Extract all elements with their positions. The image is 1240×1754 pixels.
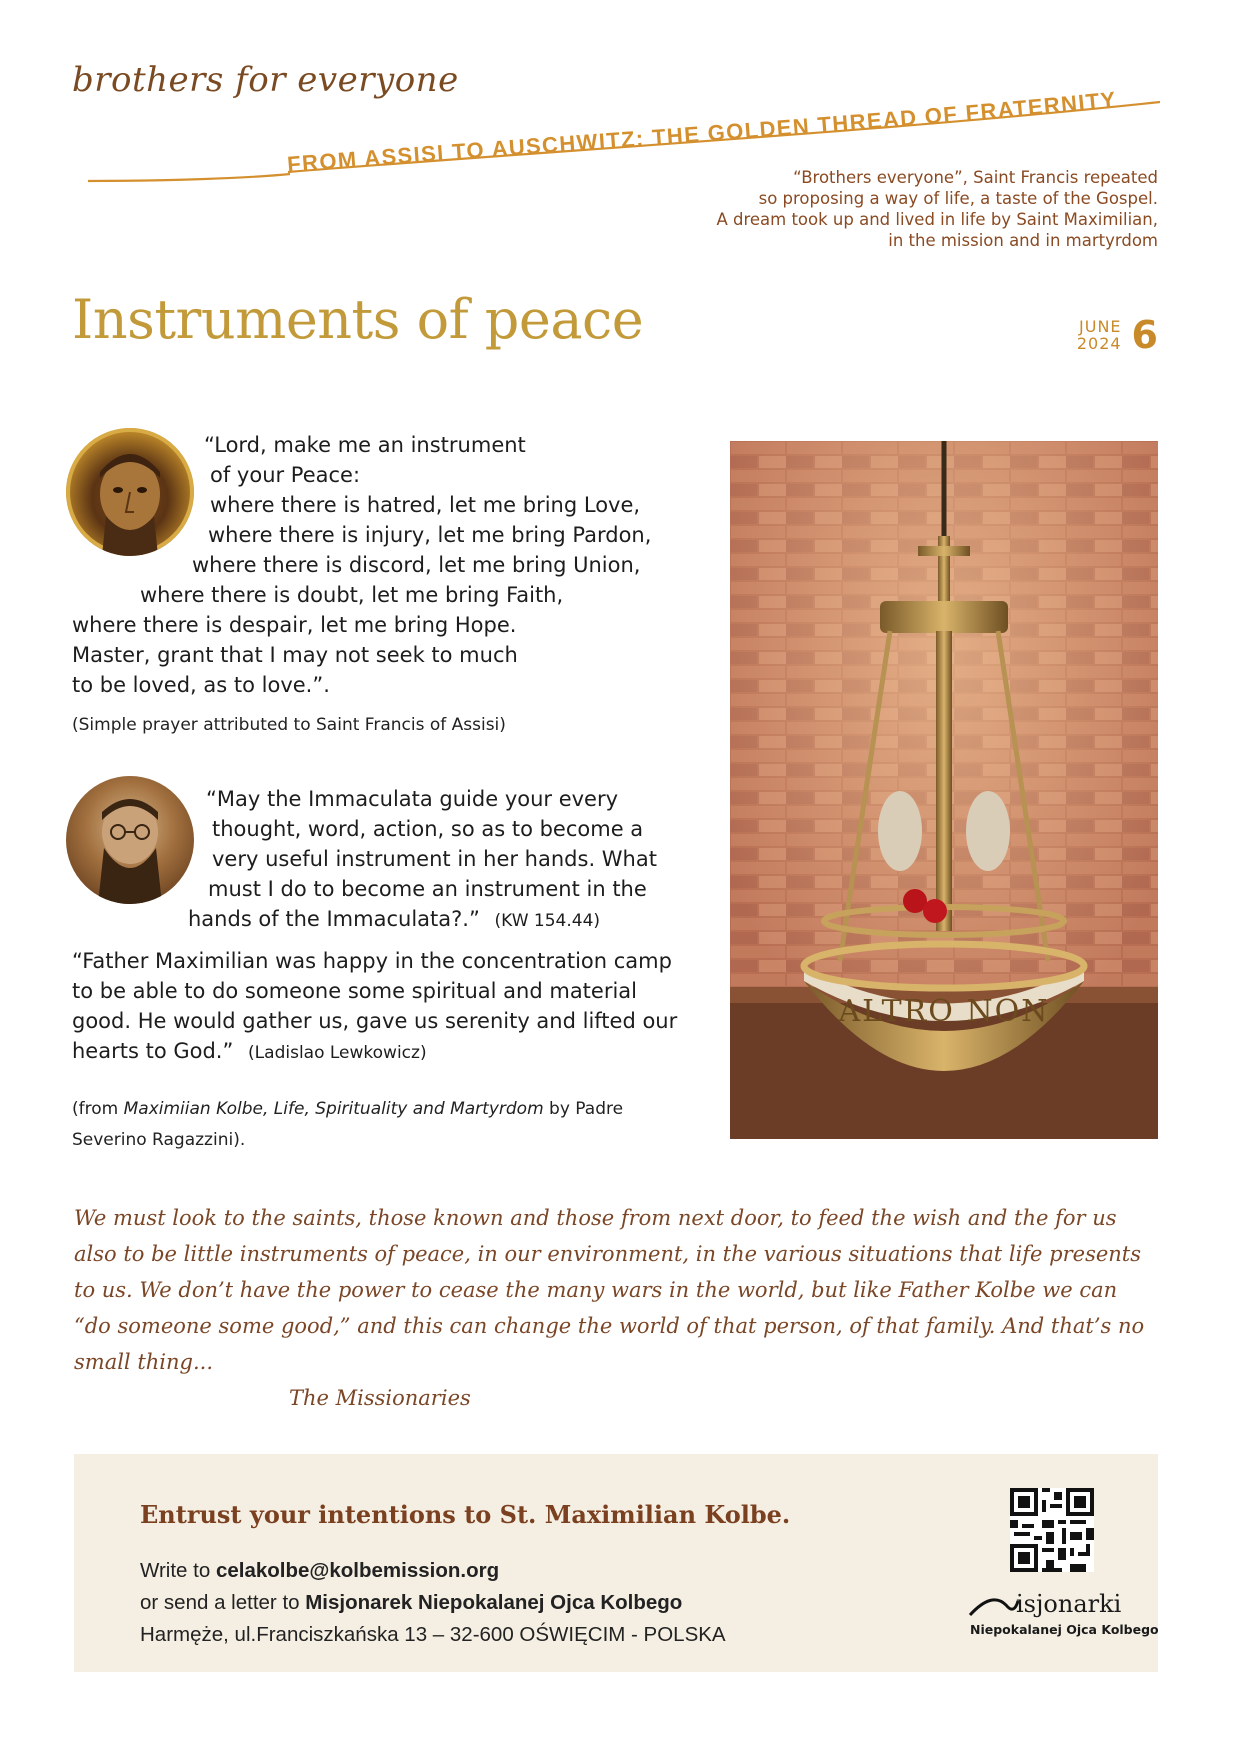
witness-quote-line: hearts to God.” <box>72 1039 234 1063</box>
date-month: JUNE <box>1079 317 1122 336</box>
witness-quote-author: (Ladislao Lewkowicz) <box>248 1043 427 1063</box>
reflection-line: to us. We don’t have the power to cease the many wars in the world, but like Father Kolbe we can <box>74 1278 1118 1302</box>
contact-info <box>140 1555 726 1651</box>
signature: The Missionaries <box>289 1386 471 1410</box>
reflection-line: also to be little instruments of peace, in our environment, in the various situations that life presents <box>74 1242 1142 1266</box>
prayer-line: “Lord, make me an instrument <box>204 433 526 457</box>
witness-quote-line: “Father Maximilian was happy in the concentration camp <box>72 949 672 973</box>
source-suffix: by Padre <box>543 1099 624 1119</box>
footer-heading: Entrust your intentions to St. Maximilian Kolbe. <box>140 1500 791 1529</box>
intro-line: in the mission and in martyrdom <box>888 231 1158 250</box>
issue-date <box>1077 313 1158 357</box>
reflection-line: “do someone some good,” and this can change the world of that person, of that family. And that’s no <box>74 1314 1145 1338</box>
email-link[interactable]: celakolbe@kolbemission.org <box>215 1559 500 1582</box>
left-gold-line <box>88 174 290 181</box>
reflection-line: small thing... <box>74 1350 213 1374</box>
logo-subtitle: Niepokalanej Ojca Kolbego <box>970 1622 1159 1637</box>
source-book-title: Maximiian Kolbe, Life, Spirituality and Martyrdom <box>123 1099 544 1119</box>
recipient-name: Misjonarek Niepokalanej Ojca Kolbego <box>305 1591 683 1614</box>
qr-code-icon[interactable] <box>1010 1488 1094 1572</box>
prayer-line: Master, grant that I may not seek to much <box>72 643 518 667</box>
prayer-quote <box>72 430 651 740</box>
reflection-line: We must look to the saints, those known and those from next door, to feed the wish and the for us <box>74 1206 1117 1230</box>
prayer-line: to be loved, as to love.”. <box>72 673 330 697</box>
kolbe-quote-line: thought, word, action, so as to become a <box>212 817 644 841</box>
prayer-caption: (Simple prayer attributed to Saint Francis of Assisi) <box>72 715 506 735</box>
source-prefix: (from <box>72 1099 124 1119</box>
kolbe-quote-line: must I do to become an instrument in the <box>208 877 647 901</box>
postal-address: Harmęże, ul.Franciszkańska 13 – 32-600 OŚWIĘCIM - POLSKA <box>140 1623 726 1646</box>
lamp-photo <box>730 441 1158 1139</box>
series-title-text: brothers for everyone <box>72 60 459 100</box>
prayer-line: where there is discord, let me bring Union, <box>192 553 641 577</box>
kolbe-quote-line: very useful instrument in her hands. What <box>212 847 657 871</box>
date-year: 2024 <box>1076 334 1122 353</box>
svg-text:FROM ASSISI TO AUSCHWITZ: THE <box>286 87 1117 177</box>
prayer-line: where there is despair, let me bring Hope. <box>72 613 517 637</box>
page-title: Instruments of peace <box>72 288 644 351</box>
prayer-line: where there is injury, let me bring Pardon, <box>208 523 652 547</box>
intro-line: A dream took up and lived in life by Saint Maximilian, <box>716 210 1158 229</box>
source-citation <box>72 1094 623 1156</box>
reflection-text <box>74 1200 1164 1380</box>
intro-text <box>598 167 1158 251</box>
issue-number: 6 <box>1131 313 1158 357</box>
prayer-line: where there is hatred, let me bring Love, <box>210 493 641 517</box>
kolbe-quote <box>72 784 657 936</box>
prayer-line: of your Peace: <box>210 463 361 487</box>
source-line: Severino Ragazzini). <box>72 1130 246 1150</box>
prayer-line: where there is doubt, let me bring Faith, <box>140 583 564 607</box>
logo-wordmark: isjonarki <box>1016 1590 1122 1618</box>
write-to-label: Write to <box>140 1559 216 1582</box>
kolbe-quote-line: “May the Immaculata guide your every <box>206 787 619 811</box>
intro-line: so proposing a way of life, a taste of the Gospel. <box>758 189 1158 208</box>
date-month-year <box>1077 318 1122 352</box>
send-letter-label: or send a letter to <box>140 1591 306 1614</box>
witness-quote-line: good. He would gather us, gave us serenity and lifted our <box>72 1009 678 1033</box>
kolbe-quote-reference: (KW 154.44) <box>494 911 601 931</box>
subtitle-text: FROM ASSISI TO AUSCHWITZ: THE GOLDEN THREAD OF FRATERNITY <box>286 86 1118 177</box>
kolbe-quote-line: hands of the Immaculata?.” <box>188 907 480 931</box>
intro-line: “Brothers everyone”, Saint Francis repeated <box>793 168 1158 187</box>
witness-quote <box>72 946 677 1068</box>
lamp-inscription: ALTRO NON <box>838 994 1050 1029</box>
witness-quote-line: to be able to do someone some spiritual and material <box>72 979 638 1003</box>
